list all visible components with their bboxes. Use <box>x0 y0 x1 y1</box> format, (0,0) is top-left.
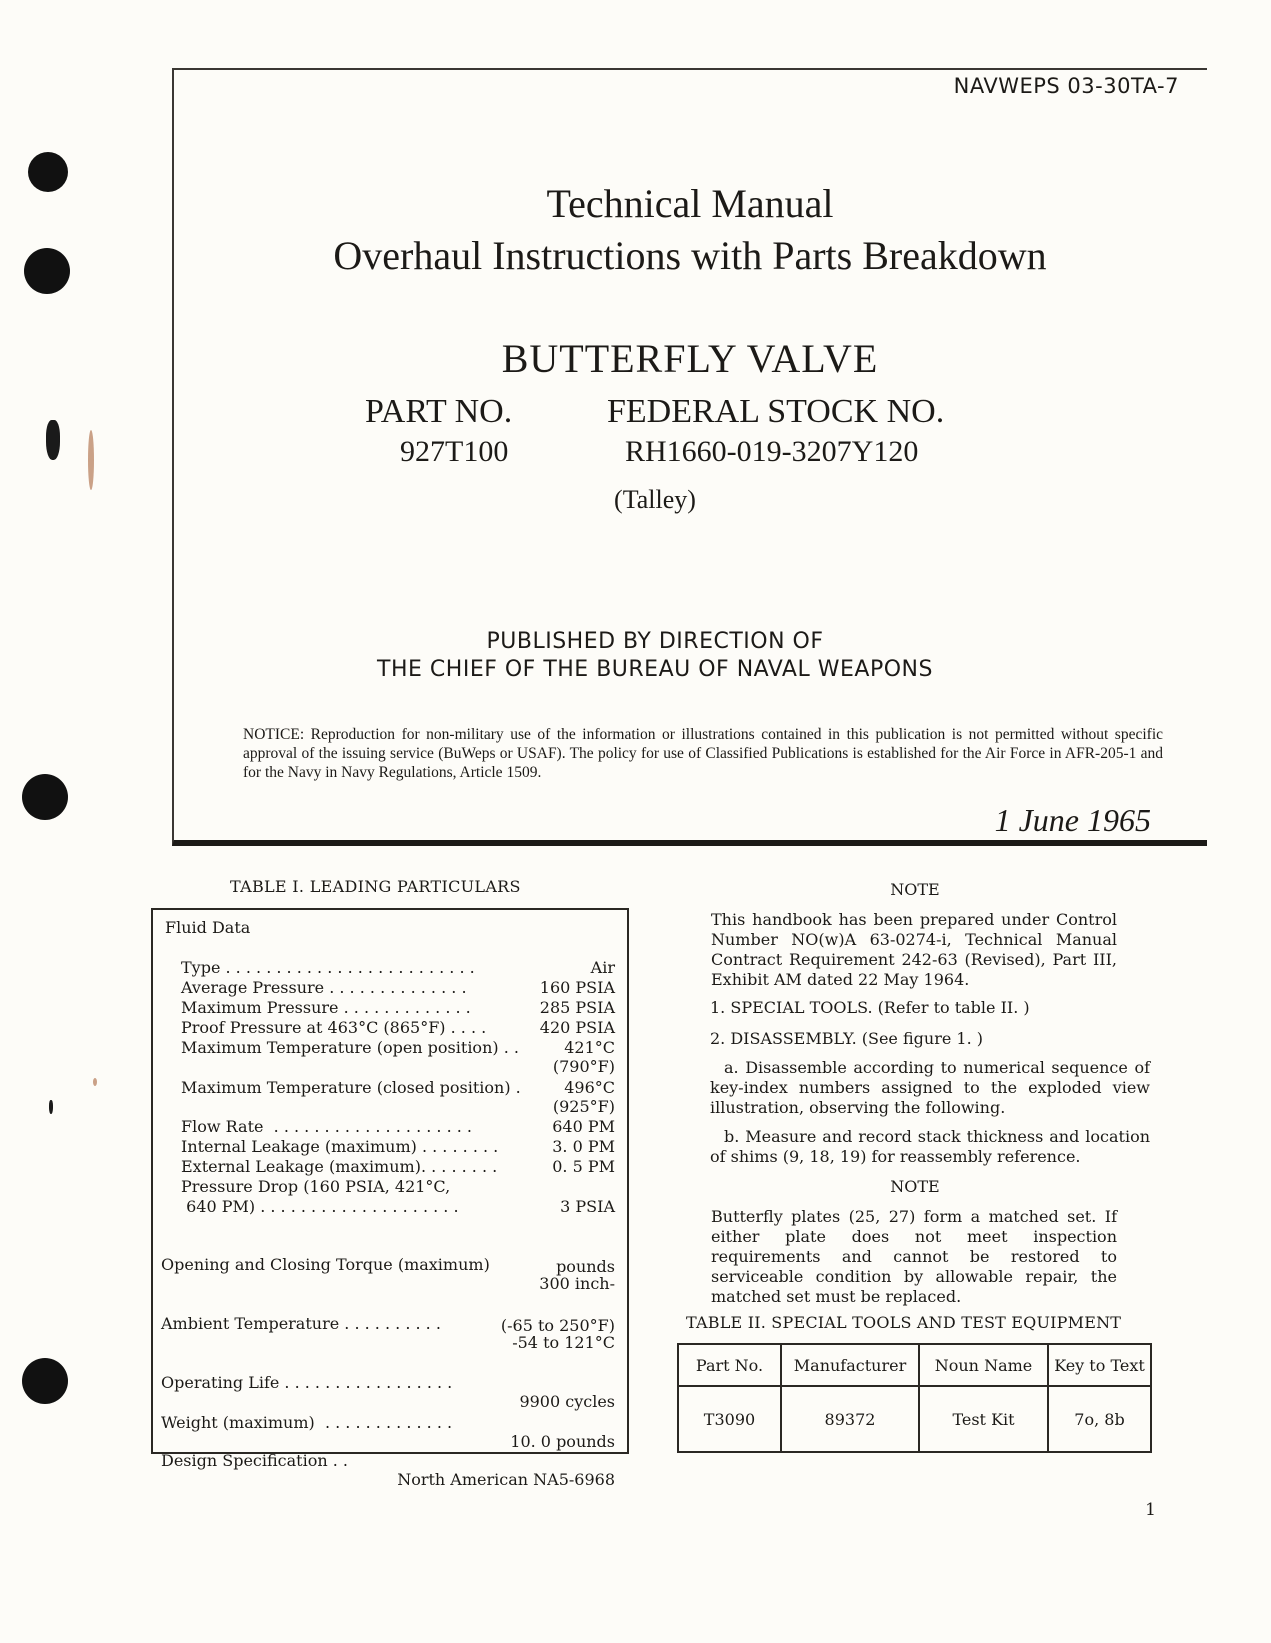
scan-artifact <box>46 420 60 460</box>
row-value: Air <box>590 958 615 977</box>
row-value: 420 PSIA <box>539 1018 615 1037</box>
section-special-tools: 1. SPECIAL TOOLS. (Refer to table II. ) <box>710 998 1030 1017</box>
cell-part-no: T3090 <box>678 1386 781 1452</box>
row-label: Average Pressure . . . . . . . . . . . . . . <box>181 978 467 997</box>
table-row <box>678 1386 1151 1452</box>
document-number: NAVWEPS 03-30TA-7 <box>953 74 1179 98</box>
binder-hole-3 <box>22 774 68 820</box>
row-label: Pressure Drop (160 PSIA, 421°C, <box>181 1177 451 1196</box>
weight-row: Weight (maximum) . . . . . . . . . . . . . 10. 0 pounds <box>161 1413 615 1451</box>
note-heading-2: NOTE <box>890 1177 940 1196</box>
row-label: Maximum Temperature (open position) . . <box>181 1038 519 1057</box>
fluid-data-heading: Fluid Data <box>165 918 251 937</box>
row-label: Proof Pressure at 463°C (865°F) . . . . <box>181 1018 487 1037</box>
row-value: (925°F) <box>552 1097 615 1116</box>
part-no-label: PART NO. <box>365 393 513 430</box>
row-label: Type . . . . . . . . . . . . . . . . . . . . . . . . . <box>181 958 475 977</box>
published-by <box>0 628 1271 684</box>
page-number: 1 <box>1145 1500 1156 1520</box>
row-value: 160 PSIA <box>539 978 615 997</box>
section-disassembly: 2. DISASSEMBLY. (See figure 1. ) <box>710 1029 983 1048</box>
row-value: 496°C <box>564 1078 615 1097</box>
table-header-row <box>678 1344 1151 1386</box>
cell-key-to-text: 7o, 8b <box>1048 1386 1151 1452</box>
product-name: BUTTERFLY VALVE <box>501 336 879 381</box>
table2-caption: TABLE II. SPECIAL TOOLS AND TEST EQUIPMENT <box>686 1313 1122 1332</box>
row-label: External Leakage (maximum). . . . . . . . <box>181 1157 498 1176</box>
row-label: Maximum Temperature (closed position) . <box>181 1078 521 1097</box>
binder-hole-4 <box>22 1358 68 1404</box>
table2-special-tools <box>677 1343 1152 1453</box>
cell-noun-name: Test Kit <box>919 1386 1048 1452</box>
row-value: 285 PSIA <box>539 998 615 1017</box>
table1-leading-particulars <box>151 908 629 1489</box>
ambient-temperature-row: Ambient Temperature . . . . . . . . . . -54 to 121°C (-65 to 250°F) <box>161 1314 615 1352</box>
row-label: Internal Leakage (maximum) . . . . . . . . <box>181 1137 499 1156</box>
row-label: 640 PM) . . . . . . . . . . . . . . . . . . . . <box>181 1197 459 1216</box>
row-value: (790°F) <box>552 1057 615 1076</box>
operating-life-row: Operating Life . . . . . . . . . . . . . . . . . 9900 cycles <box>161 1373 615 1411</box>
manufacturer: (Talley) <box>614 485 696 514</box>
cell-manufacturer: 89372 <box>781 1386 919 1452</box>
step-a: a. Disassemble according to numerical sequence of key-index numbers assigned to the exploded view illustration, observing the following. <box>710 1058 1150 1117</box>
fsn-value: RH1660-019-3207Y120 <box>625 435 919 468</box>
row-label: Flow Rate . . . . . . . . . . . . . . . . . . . . <box>181 1117 473 1136</box>
scan-artifact <box>88 430 94 490</box>
row-value: 421°C <box>564 1038 615 1057</box>
step-b: b. Measure and record stack thickness and location of shims (9, 18, 19) for reassembly reference. <box>710 1127 1150 1166</box>
column-header-key-to-text: Key to Text <box>1048 1344 1151 1386</box>
column-header-manufacturer: Manufacturer <box>781 1344 919 1386</box>
published-line-1: PUBLISHED BY DIRECTION OF <box>486 629 824 654</box>
column-header-part-no: Part No. <box>678 1344 781 1386</box>
published-line-2: THE CHIEF OF THE BUREAU OF NAVAL WEAPONS <box>377 657 933 682</box>
row-value: 640 PM <box>552 1117 615 1136</box>
row-value: 3. 0 PM <box>552 1137 615 1156</box>
note-text-2: Butterfly plates (25, 27) form a matched set. If either plate does not meet inspection requirements and cannot be restored to serviceable condition by allowable repair, the matched set must be replaced. <box>711 1207 1117 1306</box>
design-spec-row: Design Specification . . North American NA5-6968 <box>161 1451 615 1489</box>
publication-date: 1 June 1965 <box>994 802 1151 838</box>
torque-row: Opening and Closing Torque (maximum) 300 inch- pounds <box>161 1255 615 1293</box>
row-label: Maximum Pressure . . . . . . . . . . . . . <box>181 998 471 1017</box>
column-header-noun-name: Noun Name <box>919 1344 1048 1386</box>
row-value: 0. 5 PM <box>552 1157 615 1176</box>
table1-caption: TABLE I. LEADING PARTICULARS <box>230 877 521 896</box>
title-line-2: Overhaul Instructions with Parts Breakdown <box>333 233 1047 278</box>
row-value: 3 PSIA <box>560 1197 615 1216</box>
scan-artifact <box>49 1100 53 1114</box>
note-heading-1: NOTE <box>890 880 940 899</box>
title-line-1: Technical Manual <box>546 181 834 226</box>
fsn-label: FEDERAL STOCK NO. <box>607 393 945 430</box>
note-text-1: This handbook has been prepared under Control Number NO(w)A 63-0274-i, Technical Manual Contract Requirement 242-63 (Revised), Part III, Exhibit AM dated 22 May 1964. <box>711 910 1117 989</box>
part-no-value: 927T100 <box>400 435 509 468</box>
scan-artifact <box>93 1078 97 1086</box>
notice-text: NOTICE: Reproduction for non-military use of the information or illustrations contained in this publication is not permitted without specific approval of the issuing service (BuWeps or USAF). The policy for use of Classified Publications is established for the Air Force in AFR-205-1 and for the Navy in Navy Regulations, Article 1509. <box>243 726 1163 781</box>
